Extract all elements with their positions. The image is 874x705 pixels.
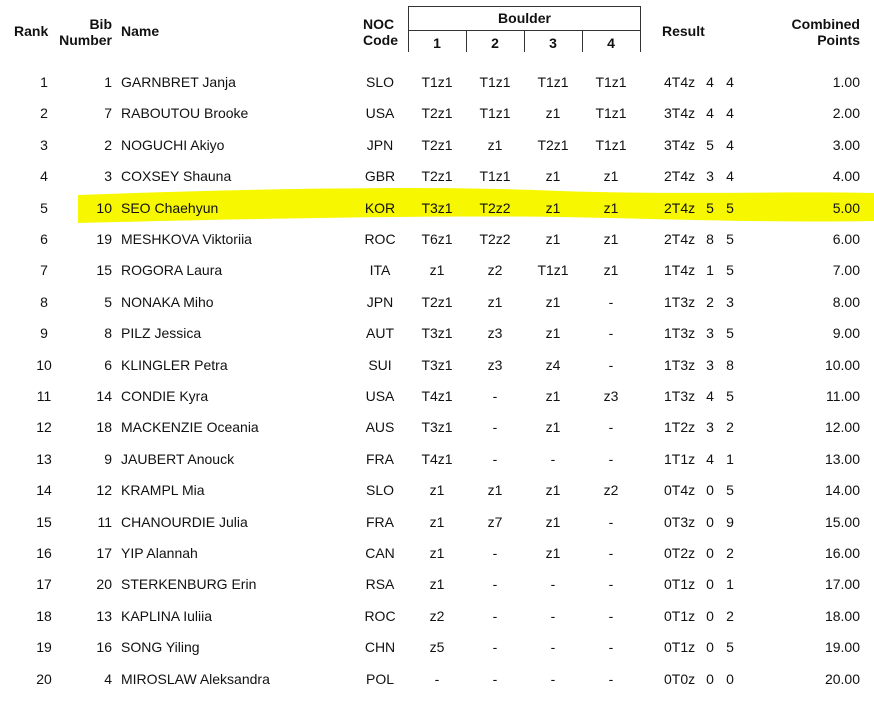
- noc-code: FRA: [366, 450, 394, 467]
- boulder-1-cell: z1: [429, 262, 445, 279]
- athlete-name: GARNBRET Janja: [121, 74, 236, 90]
- bib-cell: 19: [96, 231, 112, 247]
- boulder-4-cell: -: [608, 513, 614, 530]
- boulder-4-cell: z1: [603, 231, 619, 247]
- boulder-1-cell: T3z1: [421, 199, 453, 216]
- bib-cell: 14: [96, 388, 112, 404]
- header-bib-line1: Bib: [89, 16, 112, 32]
- header-boulder: Boulder: [498, 10, 551, 26]
- zone-attempts: 1: [726, 576, 734, 593]
- top-attempts: 3: [706, 168, 714, 185]
- boulder-4-cell: z2: [603, 482, 619, 499]
- bib-cell: 15: [96, 262, 112, 279]
- rank-cell: 13: [36, 450, 52, 467]
- top-attempts: 0: [706, 670, 714, 687]
- noc-code: RSA: [365, 576, 395, 593]
- top-attempts: 4: [706, 105, 714, 122]
- boulder-1-cell: z1: [429, 482, 445, 499]
- table-row: [0, 474, 874, 505]
- boulder-3-cell: z1: [545, 199, 561, 216]
- top-attempts: 0: [706, 576, 714, 593]
- table-row: [0, 129, 874, 160]
- rank-cell: 14: [36, 482, 52, 499]
- boulder-2-cell: z1: [487, 293, 503, 310]
- rank-cell: 19: [36, 639, 52, 656]
- noc-code: JPN: [366, 293, 394, 310]
- noc-code: SLO: [365, 74, 394, 90]
- zone-attempts: 3: [726, 293, 734, 310]
- combined-points: 16.00: [824, 545, 860, 561]
- bib-cell: 10: [96, 199, 112, 216]
- rank-cell: 6: [40, 231, 48, 247]
- table-row: [0, 663, 874, 694]
- boulder-2-cell: z2: [487, 262, 503, 279]
- result-tops-zones: 0T0z: [664, 670, 696, 687]
- boulder-4-cell: z1: [603, 262, 619, 279]
- boulder-2-cell: -: [492, 607, 498, 624]
- boulder-3-cell: z1: [545, 168, 561, 185]
- top-attempts: 0: [706, 607, 714, 624]
- boulder-3-cell: -: [550, 450, 556, 467]
- boulder-1-cell: z5: [429, 639, 445, 656]
- boulder-3-cell: z1: [545, 513, 561, 530]
- boulder-1-cell: -: [434, 670, 440, 687]
- combined-points: 6.00: [832, 231, 860, 247]
- result-tops-zones: 0T2z: [664, 545, 696, 561]
- boulder-2-cell: z1: [487, 482, 503, 499]
- boulder-2-cell: T1z1: [479, 168, 511, 185]
- rank-cell: 5: [40, 199, 48, 216]
- zone-attempts: 4: [726, 105, 734, 122]
- rank-cell: 17: [36, 576, 52, 593]
- zone-attempts: 8: [726, 356, 734, 373]
- result-tops-zones: 0T4z: [664, 482, 696, 499]
- header-noc-line1: NOC: [363, 16, 395, 32]
- boulder-1-cell: T3z1: [421, 325, 453, 342]
- athlete-name: STERKENBURG Erin: [121, 576, 257, 593]
- result-tops-zones: 2T4z: [664, 199, 696, 216]
- top-attempts: 0: [706, 639, 714, 656]
- table-row: [0, 223, 874, 254]
- athlete-name: KAPLINA Iuliia: [121, 607, 213, 624]
- zone-attempts: 5: [726, 639, 734, 656]
- rank-cell: 15: [36, 513, 52, 530]
- table-row: [0, 349, 874, 380]
- boulder-3-cell: z1: [545, 325, 561, 342]
- rank-cell: 12: [36, 419, 52, 436]
- athlete-name: CONDIE Kyra: [121, 388, 209, 404]
- noc-code: CHN: [364, 639, 396, 656]
- combined-points: 10.00: [824, 356, 860, 373]
- boulder-4-cell: T1z1: [595, 136, 627, 153]
- boulder-1-cell: T1z1: [421, 74, 453, 90]
- boulder-4-cell: -: [608, 670, 614, 687]
- bib-cell: 12: [96, 482, 112, 499]
- table-row: [0, 631, 874, 662]
- boulder-4-cell: -: [608, 293, 614, 310]
- zone-attempts: 0: [726, 670, 734, 687]
- header-points-line1: Combined: [791, 16, 860, 32]
- noc-code: JPN: [366, 136, 394, 153]
- noc-code: POL: [365, 670, 394, 687]
- header-points-line2: Points: [817, 32, 860, 48]
- noc-code: USA: [365, 388, 395, 404]
- top-attempts: 3: [706, 356, 714, 373]
- zone-attempts: 1: [726, 450, 734, 467]
- boulder-4-cell: z1: [603, 168, 619, 185]
- result-tops-zones: 2T4z: [664, 231, 696, 247]
- table-row: [0, 443, 874, 474]
- result-tops-zones: 1T3z: [664, 356, 696, 373]
- rank-cell: 10: [36, 356, 52, 373]
- boulder-3-cell: z1: [545, 105, 561, 122]
- table-row: [0, 192, 874, 223]
- boulder-1-cell: T2z1: [421, 168, 453, 185]
- athlete-name: YIP Alannah: [121, 545, 198, 561]
- combined-points: 9.00: [832, 325, 860, 342]
- header-rank: Rank: [14, 23, 49, 39]
- header-boulder-2: 2: [491, 35, 499, 51]
- result-tops-zones: 0T3z: [664, 513, 696, 530]
- bib-cell: 6: [104, 356, 112, 373]
- result-tops-zones: 3T4z: [664, 136, 696, 153]
- rank-cell: 9: [40, 325, 48, 342]
- boulder-1-cell: T3z1: [421, 419, 453, 436]
- top-attempts: 0: [706, 513, 714, 530]
- boulder-3-cell: T1z1: [537, 74, 569, 90]
- combined-points: 15.00: [824, 513, 860, 530]
- result-tops-zones: 2T4z: [664, 168, 696, 185]
- top-attempts: 3: [706, 419, 714, 436]
- athlete-name: CHANOURDIE Julia: [121, 513, 248, 530]
- result-tops-zones: 0T1z: [664, 639, 696, 656]
- top-attempts: 0: [706, 545, 714, 561]
- rank-cell: 11: [36, 388, 52, 404]
- rank-cell: 3: [40, 136, 48, 153]
- athlete-name: NOGUCHI Akiyo: [121, 136, 225, 153]
- zone-attempts: 5: [726, 325, 734, 342]
- rank-cell: 4: [40, 168, 48, 185]
- bib-cell: 13: [96, 607, 112, 624]
- boulder-2-cell: -: [492, 545, 498, 561]
- boulder-3-cell: z1: [545, 388, 561, 404]
- athlete-name: KRAMPL Mia: [121, 482, 205, 499]
- combined-points: 7.00: [832, 262, 860, 279]
- noc-code: SUI: [368, 356, 392, 373]
- bib-cell: 8: [104, 325, 112, 342]
- boulder-1-cell: z1: [429, 545, 445, 561]
- table-row: [0, 411, 874, 442]
- result-tops-zones: 1T4z: [664, 262, 696, 279]
- noc-code: ITA: [369, 262, 391, 279]
- combined-points: 12.00: [824, 419, 860, 436]
- table-row: [0, 380, 874, 411]
- bib-cell: 4: [104, 670, 112, 687]
- bib-cell: 16: [96, 639, 112, 656]
- combined-points: 11.00: [826, 388, 860, 404]
- noc-code: AUS: [365, 419, 395, 436]
- combined-points: 8.00: [832, 293, 860, 310]
- zone-attempts: 5: [726, 231, 734, 247]
- noc-code: AUT: [366, 325, 394, 342]
- noc-code: ROC: [364, 607, 396, 624]
- result-tops-zones: 1T2z: [664, 419, 696, 436]
- noc-code: FRA: [366, 513, 394, 530]
- athlete-name: MIROSLAW Aleksandra: [121, 670, 270, 687]
- top-attempts: 2: [706, 293, 714, 310]
- boulder-2-cell: T2z2: [479, 231, 511, 247]
- boulder-2-cell: -: [492, 388, 498, 404]
- zone-attempts: 5: [726, 388, 734, 404]
- result-tops-zones: 0T1z: [664, 607, 696, 624]
- bib-cell: 17: [96, 545, 112, 561]
- header-boulder-1: 1: [433, 35, 441, 51]
- result-tops-zones: 1T3z: [664, 293, 696, 310]
- boulder-2-cell: z3: [487, 325, 503, 342]
- boulder-2-cell: -: [492, 576, 498, 593]
- combined-points: 4.00: [832, 168, 860, 185]
- result-tops-zones: 1T1z: [664, 450, 696, 467]
- table-row: [0, 286, 874, 317]
- boulder-4-cell: T1z1: [595, 105, 627, 122]
- result-tops-zones: 1T3z: [664, 325, 696, 342]
- zone-attempts: 2: [726, 607, 734, 624]
- bib-cell: 5: [104, 293, 112, 310]
- boulder-1-cell: T4z1: [421, 450, 453, 467]
- boulder-2-cell: -: [492, 450, 498, 467]
- zone-attempts: 4: [726, 168, 734, 185]
- top-attempts: 4: [706, 450, 714, 467]
- boulder-2-cell: T1z1: [479, 105, 511, 122]
- boulder-3-cell: T2z1: [537, 136, 569, 153]
- boulder-4-cell: -: [608, 450, 614, 467]
- athlete-name: SEO Chaehyun: [121, 199, 219, 216]
- rank-cell: 16: [36, 545, 52, 561]
- boulder-4-cell: -: [608, 639, 614, 656]
- boulder-1-cell: T6z1: [421, 231, 453, 247]
- zone-attempts: 2: [726, 545, 734, 561]
- result-tops-zones: 1T3z: [664, 388, 696, 404]
- zone-attempts: 2: [726, 419, 734, 436]
- athlete-name: PILZ Jessica: [121, 325, 202, 342]
- athlete-name: MACKENZIE Oceania: [121, 419, 259, 436]
- boulder-1-cell: T2z1: [421, 136, 453, 153]
- boulder-4-cell: z1: [603, 199, 619, 216]
- top-attempts: 0: [706, 482, 714, 499]
- header-boulder-4: 4: [607, 35, 615, 51]
- athlete-name: SONG Yiling: [121, 639, 200, 656]
- rank-cell: 20: [36, 670, 52, 687]
- combined-points: 3.00: [832, 136, 860, 153]
- boulder-2-cell: T2z2: [479, 199, 511, 216]
- boulder-4-cell: -: [608, 545, 614, 561]
- rank-cell: 8: [40, 293, 48, 310]
- boulder-2-cell: -: [492, 670, 498, 687]
- zone-attempts: 5: [726, 262, 734, 279]
- top-attempts: 5: [706, 199, 714, 216]
- boulder-2-cell: z3: [487, 356, 503, 373]
- boulder-1-cell: z1: [429, 513, 445, 530]
- zone-attempts: 4: [726, 136, 734, 153]
- noc-code: ROC: [364, 231, 396, 247]
- header-divider: [408, 6, 641, 7]
- top-attempts: 4: [706, 388, 714, 404]
- table-row: [0, 97, 874, 128]
- zone-attempts: 4: [726, 74, 734, 90]
- table-row: [0, 317, 874, 348]
- result-tops-zones: 0T1z: [664, 576, 696, 593]
- athlete-name: COXSEY Shauna: [121, 168, 232, 185]
- combined-points: 5.00: [832, 199, 860, 216]
- combined-points: 13.00: [824, 450, 860, 467]
- boulder-2-cell: T1z1: [479, 74, 511, 90]
- boulder-3-cell: z1: [545, 419, 561, 436]
- boulder-3-cell: z1: [545, 482, 561, 499]
- combined-points: 19.00: [824, 639, 860, 656]
- header-boulder-3: 3: [549, 35, 557, 51]
- table-row: [0, 568, 874, 599]
- bib-cell: 9: [104, 450, 112, 467]
- athlete-name: NONAKA Miho: [121, 293, 214, 310]
- boulder-4-cell: -: [608, 356, 614, 373]
- top-attempts: 3: [706, 325, 714, 342]
- combined-points: 20.00: [824, 670, 860, 687]
- noc-code: CAN: [365, 545, 395, 561]
- athlete-name: RABOUTOU Brooke: [121, 105, 249, 122]
- noc-code: GBR: [364, 168, 396, 185]
- rank-cell: 7: [40, 262, 48, 279]
- noc-code: SLO: [365, 482, 394, 499]
- bib-cell: 11: [97, 513, 112, 530]
- table-row: [0, 506, 874, 537]
- header-noc-line2: Code: [363, 32, 398, 48]
- header-name: Name: [121, 23, 160, 39]
- top-attempts: 1: [706, 262, 714, 279]
- boulder-3-cell: T1z1: [537, 262, 569, 279]
- athlete-name: MESHKOVA Viktoriia: [121, 231, 252, 247]
- athlete-name: ROGORA Laura: [121, 262, 223, 279]
- table-row: [0, 254, 874, 285]
- bib-cell: 20: [96, 576, 112, 593]
- athlete-name: JAUBERT Anouck: [121, 450, 235, 467]
- top-attempts: 8: [706, 231, 714, 247]
- boulder-2-cell: z1: [487, 136, 503, 153]
- top-attempts: 5: [706, 136, 714, 153]
- rank-cell: 2: [40, 105, 48, 122]
- boulder-3-cell: -: [550, 607, 556, 624]
- noc-code: USA: [365, 105, 395, 122]
- table-row: [0, 66, 874, 97]
- boulder-3-cell: z1: [545, 231, 561, 247]
- combined-points: 14.00: [824, 482, 860, 499]
- boulder-3-cell: z1: [545, 545, 561, 561]
- table-row: [0, 160, 874, 191]
- boulder-1-cell: T3z1: [421, 356, 453, 373]
- boulder-4-cell: T1z1: [595, 74, 627, 90]
- boulder-1-cell: z2: [429, 607, 445, 624]
- noc-code: KOR: [364, 199, 396, 216]
- boulder-1-cell: z1: [429, 576, 445, 593]
- bib-cell: 7: [104, 105, 112, 122]
- result-tops-zones: 4T4z: [664, 74, 696, 90]
- rank-cell: 18: [36, 607, 52, 624]
- boulder-4-cell: -: [608, 576, 614, 593]
- boulder-1-cell: T4z1: [421, 388, 453, 404]
- boulder-3-cell: -: [550, 576, 556, 593]
- table-row: [0, 537, 874, 568]
- table-row: [0, 600, 874, 631]
- bib-cell: 18: [96, 419, 112, 436]
- rank-cell: 1: [40, 74, 48, 90]
- bib-cell: 2: [104, 136, 112, 153]
- boulder-4-cell: -: [608, 607, 614, 624]
- combined-points: 2.00: [832, 105, 860, 122]
- boulder-2-cell: -: [492, 419, 498, 436]
- boulder-3-cell: -: [550, 670, 556, 687]
- bib-cell: 1: [104, 74, 112, 90]
- header-result: Result: [662, 23, 705, 39]
- combined-points: 18.00: [824, 607, 860, 624]
- boulder-3-cell: z1: [545, 293, 561, 310]
- boulder-1-cell: T2z1: [421, 105, 453, 122]
- bib-cell: 3: [104, 168, 112, 185]
- boulder-2-cell: z7: [487, 513, 503, 530]
- result-tops-zones: 3T4z: [664, 105, 696, 122]
- combined-points: 1.00: [832, 74, 860, 90]
- combined-points: 17.00: [824, 576, 860, 593]
- zone-attempts: 9: [726, 513, 734, 530]
- boulder-4-cell: z3: [603, 388, 619, 404]
- boulder-1-cell: T2z1: [421, 293, 453, 310]
- zone-attempts: 5: [726, 482, 734, 499]
- header-bib-line2: Number: [59, 32, 112, 48]
- athlete-name: KLINGLER Petra: [121, 356, 228, 373]
- boulder-2-cell: -: [492, 639, 498, 656]
- boulder-3-cell: z4: [545, 356, 561, 373]
- boulder-4-cell: -: [608, 419, 614, 436]
- boulder-4-cell: -: [608, 325, 614, 342]
- top-attempts: 4: [706, 74, 714, 90]
- boulder-3-cell: -: [550, 639, 556, 656]
- zone-attempts: 5: [726, 199, 734, 216]
